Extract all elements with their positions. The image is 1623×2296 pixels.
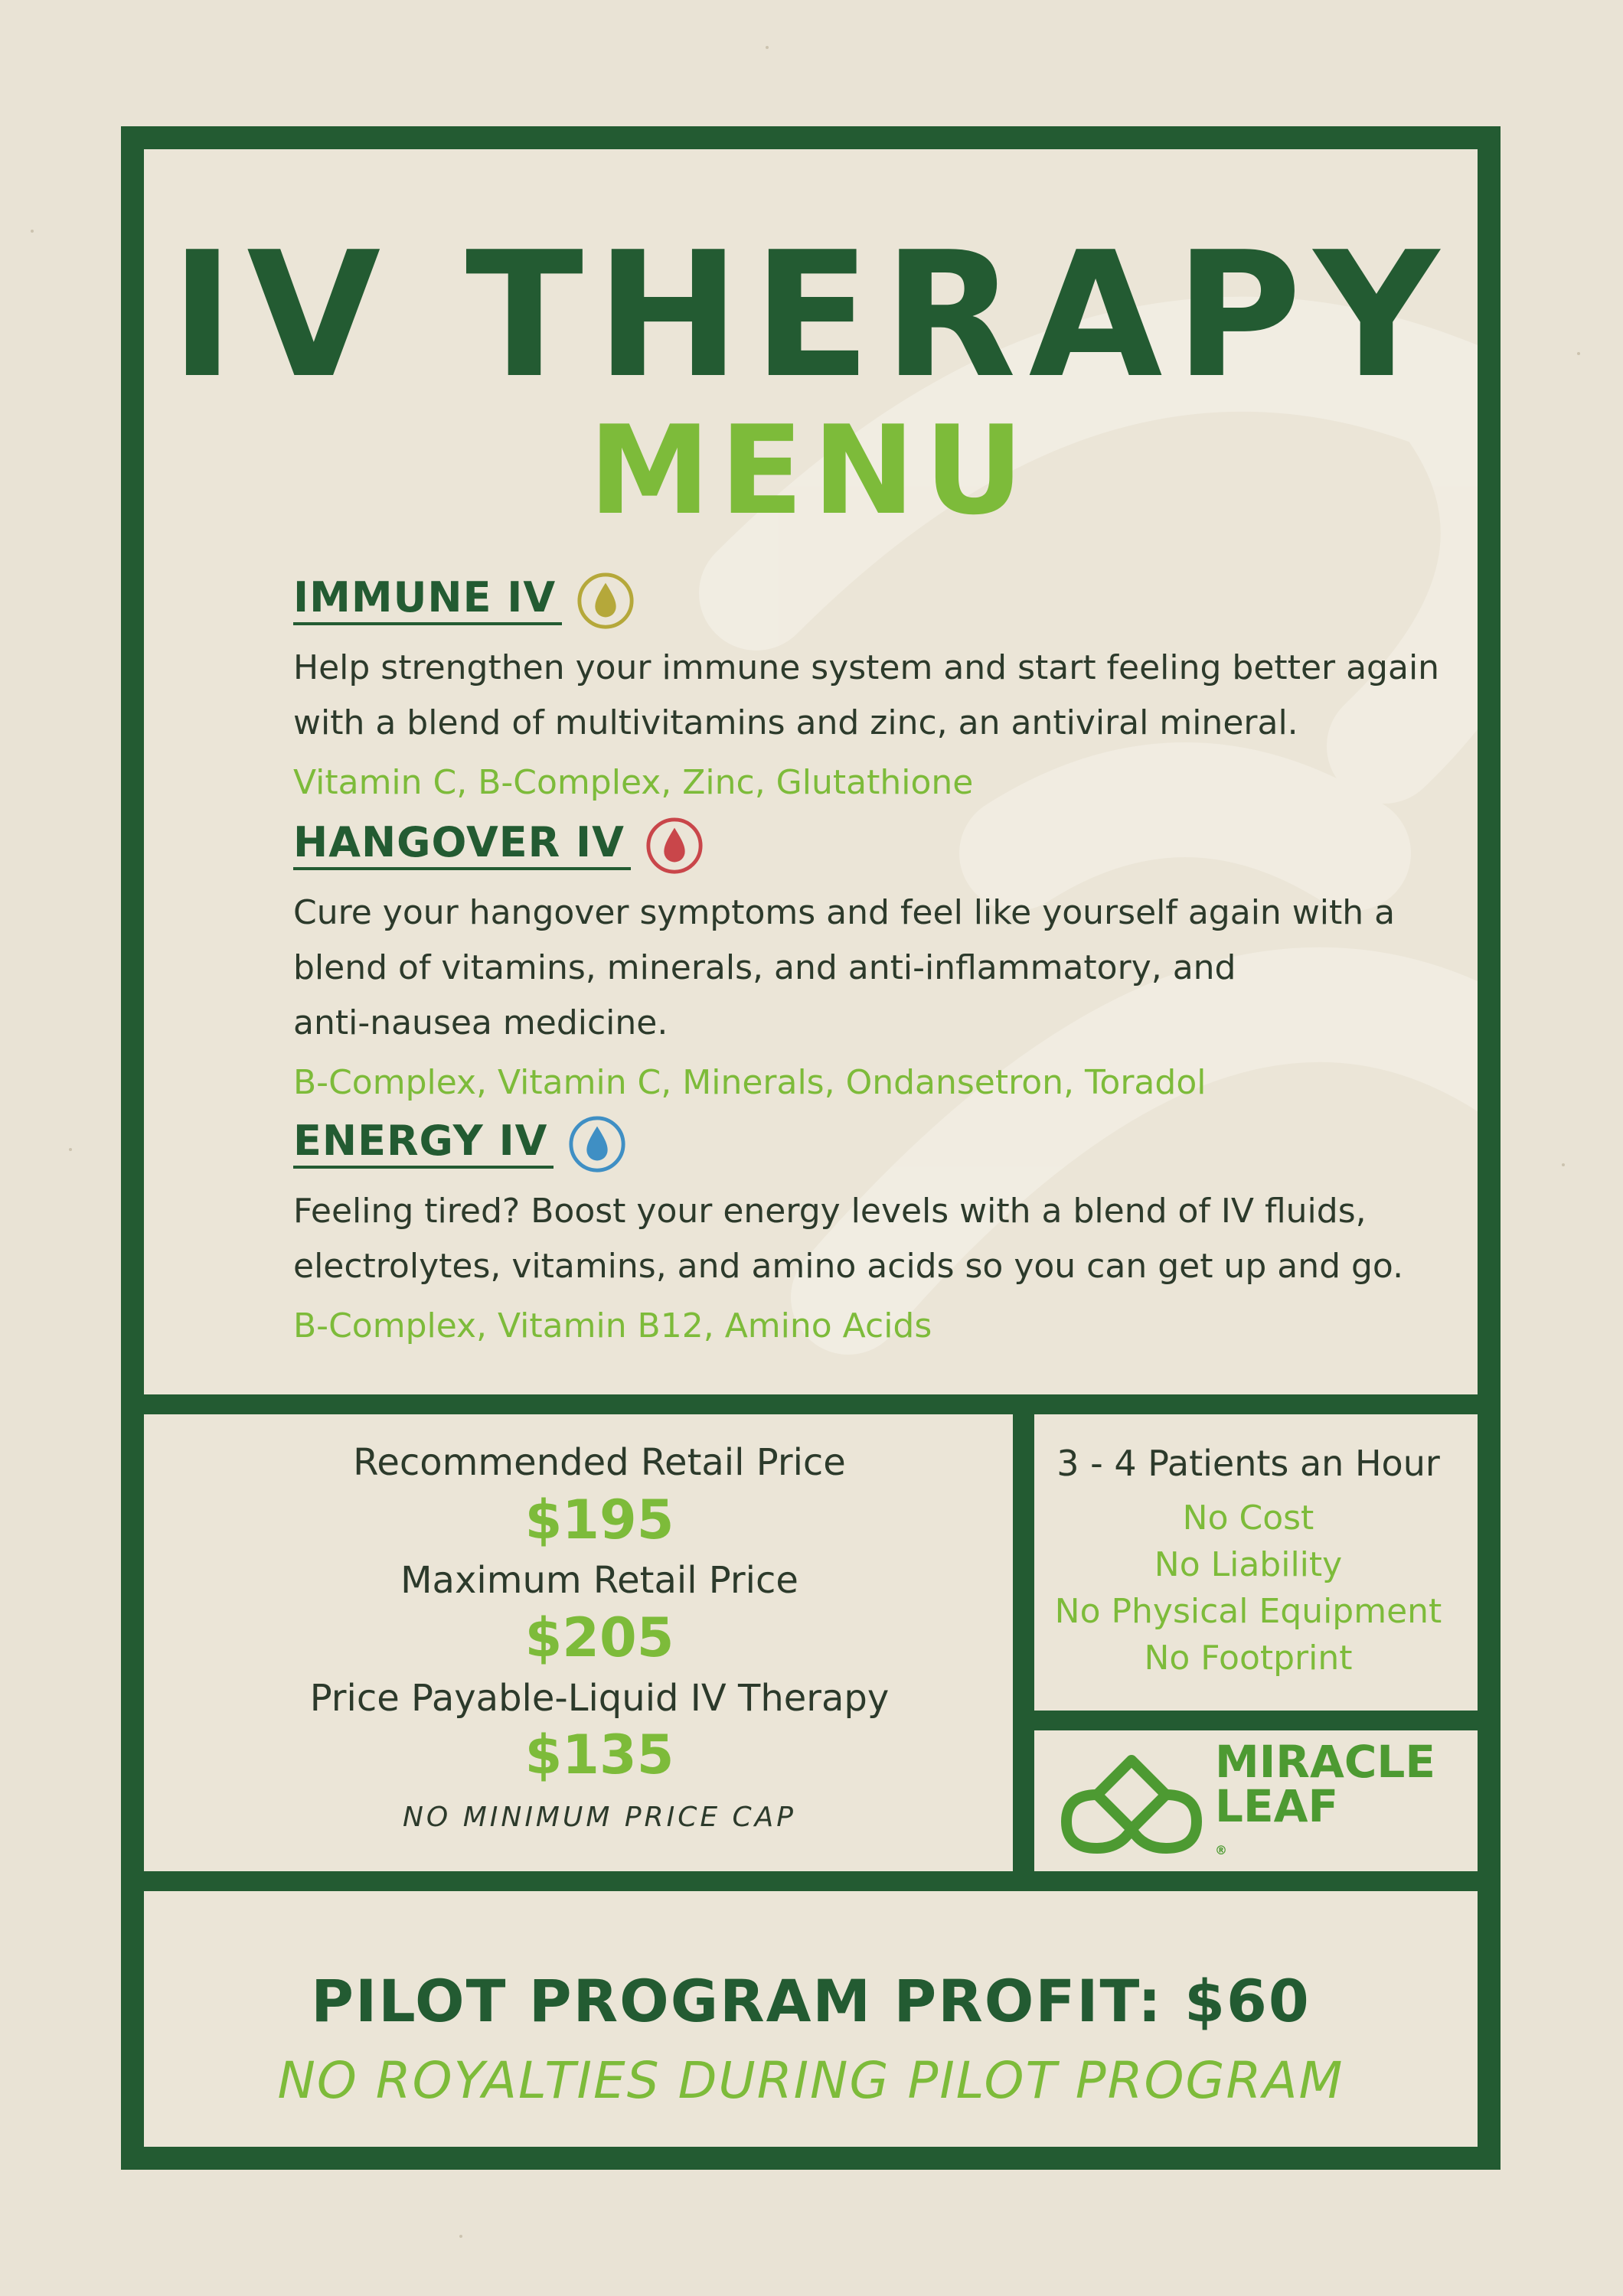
benefit-item: No Footprint — [1144, 1639, 1353, 1678]
immune-ingredients: Vitamin C, B-Complex, Zinc, Glutathione — [293, 763, 974, 802]
registered-mark: ® — [1215, 1843, 1227, 1857]
energy-ingredients: B-Complex, Vitamin B12, Amino Acids — [293, 1306, 932, 1345]
leaf-logo-icon — [1059, 1753, 1204, 1860]
hangover-section — [293, 815, 1501, 1110]
hangover-title: HANGOVER IV — [293, 821, 631, 871]
paper-speck — [1577, 352, 1580, 355]
drop-icon — [567, 1114, 627, 1174]
immune-description: Help strengthen your immune system and start feeling better again with a blend of multivitamins and zinc, an antiviral mineral. — [293, 648, 1440, 742]
paper-speck — [766, 46, 769, 49]
divider-line — [129, 1871, 1501, 1891]
hangover-ingredients: B-Complex, Vitamin C, Minerals, Ondansetron, Toradol — [293, 1063, 1207, 1102]
recommended-price-label: Recommended Retail Price — [353, 1441, 846, 1484]
drop-icon — [645, 816, 704, 876]
royalty-note: NO ROYALTIES DURING PILOT PROGRAM — [277, 2051, 1344, 2110]
benefits-panel — [1036, 1443, 1461, 1681]
maximum-price-label: Maximum Retail Price — [400, 1558, 798, 1602]
page-title: IV THERAPY — [170, 215, 1452, 416]
payable-price-label: Price Payable-Liquid IV Therapy — [309, 1676, 890, 1720]
paper-speck — [31, 230, 34, 233]
page-subtitle: MENU — [588, 399, 1034, 542]
hangover-description: Cure your hangover symptoms and feel like yourself again with a blend of vitamins, minerals, and anti-inflammatory, and anti-nausea medicine. — [293, 893, 1396, 1042]
pricing-panel — [167, 1443, 1032, 1833]
maximum-price-value: $205 — [524, 1606, 674, 1669]
paper-speck — [459, 2235, 462, 2238]
benefit-item: No Liability — [1154, 1545, 1343, 1584]
patients-heading: 3 - 4 Patients an Hour — [1056, 1443, 1440, 1484]
divider-line — [129, 1394, 1501, 1414]
energy-description: Feeling tired? Boost your energy levels with a blend of IV fluids, electrolytes, vitamins, and amino acids so you can get up and go. — [293, 1192, 1404, 1286]
miracle-leaf-logo — [1059, 1736, 1442, 1864]
benefit-item: No Physical Equipment — [1054, 1592, 1442, 1631]
logo-line2: LEAF — [1215, 1780, 1339, 1832]
menu-frame — [121, 126, 1501, 2170]
divider-line — [1013, 1711, 1501, 1730]
logo-line1: MIRACLE — [1215, 1736, 1435, 1788]
paper-speck — [1562, 1163, 1565, 1166]
immune-title: IMMUNE IV — [293, 576, 562, 626]
energy-section — [293, 1114, 1501, 1354]
energy-title: ENERGY IV — [293, 1120, 554, 1169]
immune-section — [293, 570, 1501, 810]
payable-price-value: $135 — [524, 1724, 674, 1787]
drop-icon — [576, 571, 635, 631]
benefit-item: No Cost — [1182, 1499, 1314, 1538]
paper-speck — [69, 1148, 72, 1151]
recommended-price-value: $195 — [524, 1488, 674, 1551]
profit-heading: PILOT PROGRAM PROFIT: $60 — [311, 1967, 1311, 2035]
price-note: NO MINIMUM PRICE CAP — [403, 1802, 796, 1834]
